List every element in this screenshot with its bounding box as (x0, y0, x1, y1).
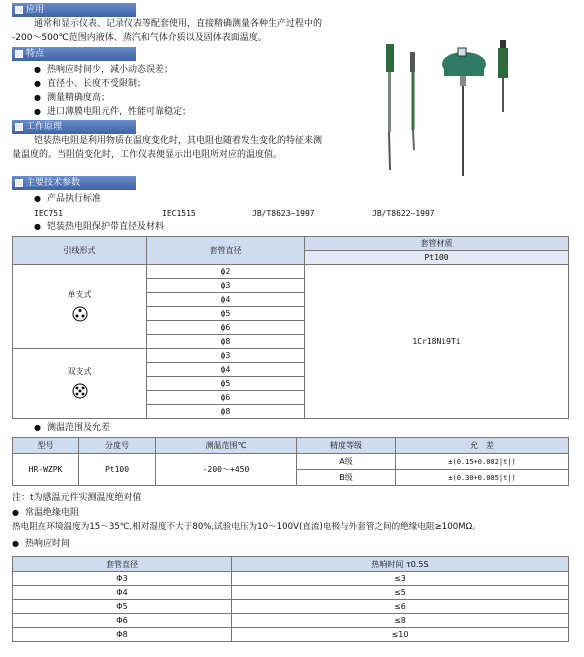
probe-2 (410, 52, 415, 150)
feature-item: ● 测量精确度高； (34, 92, 110, 104)
sheath-table (12, 236, 569, 419)
grade-cell: A级 (297, 454, 396, 470)
response-table (12, 556, 569, 642)
response-title: ● 热响应时间 (12, 538, 70, 550)
bullet-square-icon (15, 6, 23, 14)
double-wire-icon (72, 383, 88, 399)
feature-item: ● 热响应时间少，减小动态误差； (34, 64, 173, 76)
bullet-square-icon (15, 123, 23, 131)
bullet-square-icon (15, 179, 23, 187)
table-row-time: ≤10 (232, 628, 569, 642)
note-text: 注：t为感温元件实测温度绝对值 (12, 493, 142, 503)
col-header-model: 型号 (13, 438, 79, 454)
model-cell: HR-WZPK (13, 454, 79, 486)
standard-item: IEC751 (34, 209, 63, 218)
section-header-specs: 主要技术参数 (12, 176, 136, 190)
standard-item: JB/T8622—1997 (372, 209, 435, 218)
single-wire-icon (72, 306, 88, 322)
col-header-material: 套管材质 (305, 237, 569, 251)
tolerance-cell: ±(0.30+0.005|t|) (396, 470, 569, 486)
index-cell: Pt100 (79, 454, 156, 486)
diameter-cell: ф8 (147, 405, 305, 419)
product-photo (372, 38, 522, 178)
table2-title: ● 测温范围及允差 (34, 422, 110, 434)
wire-double: 双支式 (13, 349, 147, 419)
tolerance-cell: ±(0.15+0.002|t|) (396, 454, 569, 470)
principle-text-2: 量温度的。当阻值变化时，工作仪表便显示出电阻所对应的温度值。 (12, 150, 283, 160)
col-header-index: 分度号 (79, 438, 156, 454)
principle-text-1: 铠装热电阻是利用物质在温度变化时，其电阻也随着发生变化的特征来测 (34, 136, 323, 146)
table-row-time: ≤8 (232, 614, 569, 628)
diameter-cell: ф8 (147, 335, 305, 349)
material-cell: 1Cr18Ni9Ti (305, 265, 569, 419)
diameter-cell: ф5 (147, 307, 305, 321)
probe-3 (498, 40, 508, 112)
col-header-diameter: 套管直径 (147, 237, 305, 265)
feature-item: ● 进口薄膜电阻元件，性能可靠稳定； (34, 106, 191, 118)
bullet-square-icon (15, 50, 23, 58)
table-row-diameter: Φ5 (13, 600, 232, 614)
section-header-features: 特点 (12, 47, 136, 61)
feature-item: ● 直径小、长度不受限制； (34, 78, 146, 90)
col-subheader-material: Pt100 (305, 251, 569, 265)
diameter-cell: ф4 (147, 363, 305, 377)
diameter-cell: ф3 (147, 349, 305, 363)
standards-title: ● 产品执行标准 (34, 193, 101, 205)
table-row-time: ≤5 (232, 586, 569, 600)
probe-1 (386, 44, 394, 170)
table-row-diameter: Φ3 (13, 572, 232, 586)
table-row-time: ≤3 (232, 572, 569, 586)
col-header-range: 测温范围℃ (156, 438, 297, 454)
section-header-application: 应用 (12, 3, 136, 17)
insulation-text: 热电阻在环境温度为15～35℃,相对湿度不大于80%,试验电压为10～100V(直流)电极与外套管之间的绝缘电阻≥100MΩ。 (12, 522, 481, 532)
table-row-diameter: Φ8 (13, 628, 232, 642)
col-header-wire: 引线形式 (13, 237, 147, 265)
table-row-time: ≤6 (232, 600, 569, 614)
diameter-cell: ф2 (147, 265, 305, 279)
standard-item: JB/T8623—1997 (252, 209, 315, 218)
table-row-diameter: Φ4 (13, 586, 232, 600)
col-header-tolerance: 允 差 (396, 438, 569, 454)
range-cell: -200～+450 (156, 454, 297, 486)
diameter-cell: ф6 (147, 321, 305, 335)
range-table (12, 437, 569, 486)
col-header-grade: 精度等级 (297, 438, 396, 454)
wire-single: 单支式 (13, 265, 147, 349)
standard-item: IEC1515 (162, 209, 196, 218)
col-header-response: 热响时间 τ0.5S (232, 557, 569, 572)
application-text-2: -200～500℃范围内液体、蒸汽和气体介质以及固体表面温度。 (12, 33, 267, 43)
table1-title: ● 铠装热电阻保护带直径及材料 (34, 221, 164, 233)
col-header-diameter: 套管直径 (13, 557, 232, 572)
probe-with-head (442, 48, 486, 176)
insulation-title: ● 常温绝缘电阻 (12, 507, 79, 519)
table-row-diameter: Φ6 (13, 614, 232, 628)
grade-cell: B级 (297, 470, 396, 486)
diameter-cell: ф6 (147, 391, 305, 405)
section-header-principle: 工作原理 (12, 120, 136, 134)
diameter-cell: ф3 (147, 279, 305, 293)
application-text-1: 通常和显示仪表、记录仪表等配套使用，直接精确测量各种生产过程中的 (34, 19, 323, 29)
diameter-cell: ф4 (147, 293, 305, 307)
diameter-cell: ф5 (147, 377, 305, 391)
